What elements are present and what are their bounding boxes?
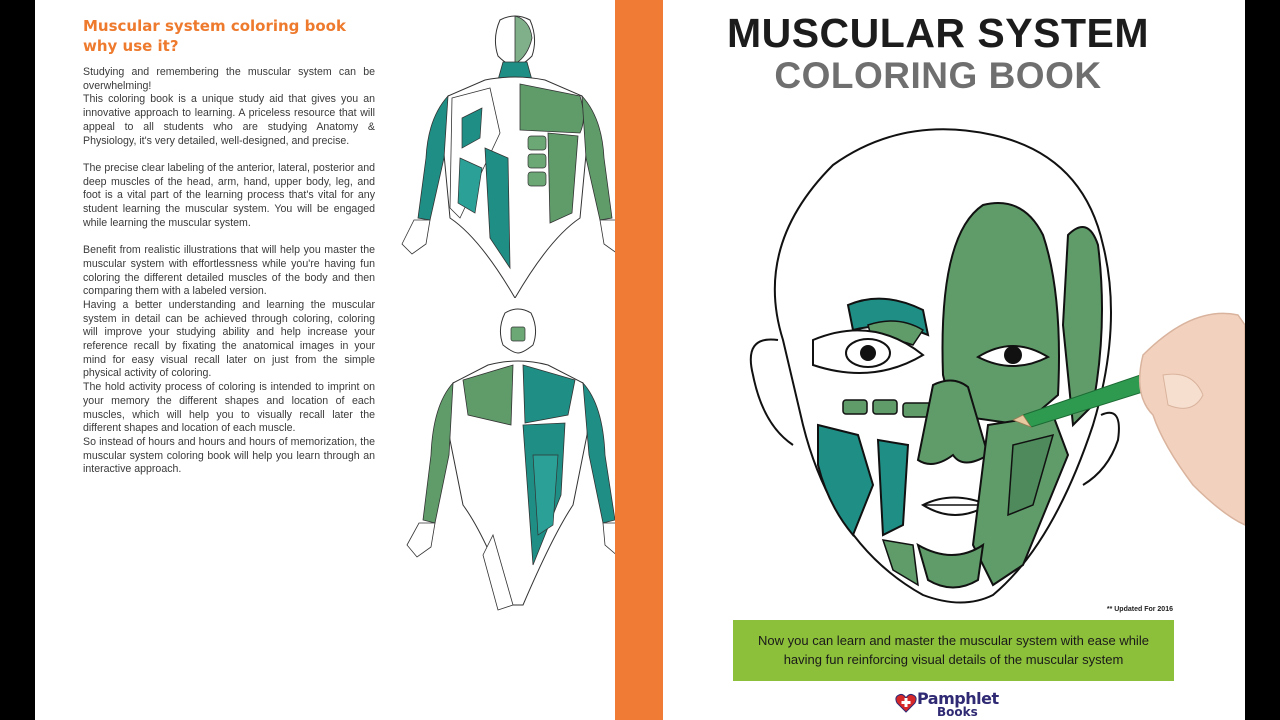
body-paragraph: Having a better understanding and learning the muscular system in detail can be achieved through coloring, coloring will improve your studying ability and help increase your reference recall by fixating the anatomical images in your mind for easy visual recall later on just from the simple physical activity of coloring. [83,298,375,380]
back-cover-body [83,66,375,477]
body-paragraph: Benefit from realistic illustrations that will help you master the muscular system with effortlessness while you're having fun coloring the different detailed muscles of the body and then comparing them with a labeled version. [83,244,375,298]
cover-subtitle: COLORING BOOK [774,55,1102,96]
updated-note: ** Updated For 2016 [1106,606,1173,613]
back-cover-page [35,0,615,720]
cover-title: MUSCULAR SYSTEM [726,10,1150,56]
heart-cross-icon [895,692,917,714]
body-paragraph: The precise clear labeling of the anterior, lateral, posterior and deep muscles of the head, arm, hand, upper body, leg, and foot is a vital part of the learning process that's vital for any student learning the muscular system. You will be engaged while learning the muscular system. [83,161,375,229]
front-cover-page [663,0,1245,720]
body-paragraph: Studying and remembering the muscular system can be overwhelming! [83,66,375,92]
body-paragraph: The hold activity process of coloring is intended to imprint on your memory the different shapes and location of each muscles, which will help you to visually recall later the different shapes and location of each muscle. [83,381,375,435]
book-spine [615,0,663,720]
body-paragraph: So instead of hours and hours and hours of memorization, the muscular system coloring book will help you learn through an interactive approach. [83,435,375,476]
description-banner: Now you can learn and master the muscular system with ease while having fun reinforcing visual details of the muscular system [733,620,1174,681]
publisher-name: Pamphlet [917,689,999,708]
publisher-sub: Books [937,705,978,719]
back-cover-heading: Muscular system coloring book why use it? [83,17,346,55]
anterior-muscle-illustration [390,8,640,298]
posterior-muscle-illustration [393,305,643,615]
publisher-logo [895,688,1025,720]
face-muscle-illustration [723,125,1245,615]
body-paragraph: This coloring book is a unique study aid that gives you an innovative approach to learning. A priceless resource that will appeal to all students who are studying Anatomy & Physiology, it's very detailed, well-designed, and precise. [83,93,375,147]
